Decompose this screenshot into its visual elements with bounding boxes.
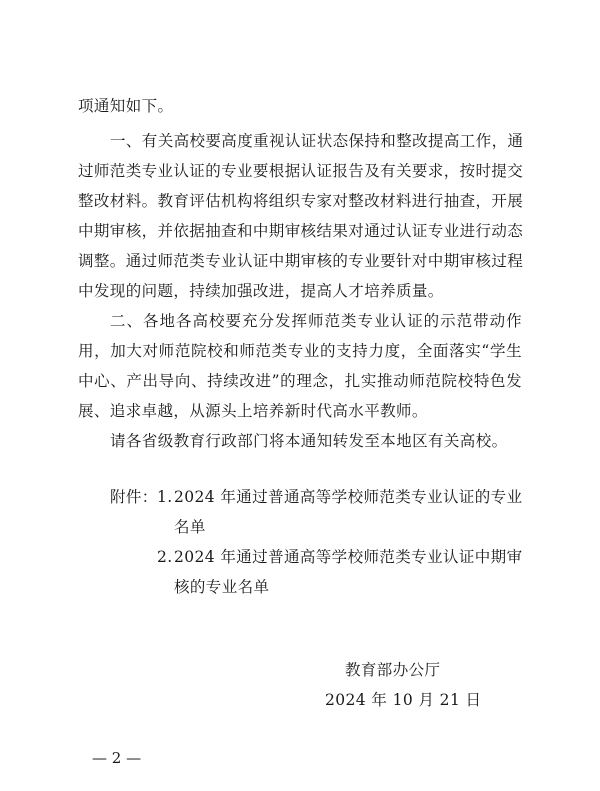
attachment-2-line-1: 2024 年通过普通高等学校师范类专业认证中期审 xyxy=(174,548,523,566)
paragraph-1-line-5: 调整。通过师范类专业认证中期审核的专业要针对中期审核过程 xyxy=(78,252,524,270)
attachment-2-number: 2. xyxy=(157,548,173,566)
paragraph-2-line-1: 二、各地各高校要充分发挥师范类专业认证的示范带动作 xyxy=(110,312,522,330)
paragraph-1-line-3: 整改材料。教育评估机构将组织专家对整改材料进行抽查，开展 xyxy=(78,192,524,210)
paragraph-1-line-1: 一、有关高校要高度重视认证状态保持和整改提高工作，通 xyxy=(110,132,524,150)
intro-line: 项通知如下。 xyxy=(78,97,174,115)
signature-org: 教育部办公厅 xyxy=(345,661,441,679)
page-number: — 2 — xyxy=(92,749,142,767)
paragraph-3: 请各省级教育行政部门将本通知转发至本地区有关高校。 xyxy=(110,432,508,450)
attachment-1-number: 1. xyxy=(157,488,173,506)
paragraph-1-line-6: 中发现的问题，持续加强改进，提高人才培养质量。 xyxy=(78,282,444,300)
attachment-1-line-1: 2024 年通过普通高等学校师范类专业认证的专业 xyxy=(174,488,523,506)
attachments-label: 附件： xyxy=(110,488,158,506)
paragraph-1-line-2: 过师范类专业认证的专业要根据认证报告及有关要求，按时提交 xyxy=(78,162,524,180)
attachment-2-line-2: 核的专业名单 xyxy=(174,578,270,596)
paragraph-2-line-4: 展、追求卓越，从源头上培养新时代高水平教师。 xyxy=(78,402,428,420)
signature-date: 2024 年 10 月 21 日 xyxy=(325,691,482,709)
paragraph-2-line-3: 中心、产出导向、持续改进”的理念，扎实推动师范院校特色发 xyxy=(78,372,522,390)
paragraph-2-line-2: 用，加大对师范院校和师范类专业的支持力度，全面落实“学生 xyxy=(78,342,522,360)
paragraph-1-line-4: 中期审核，并依据抽查和中期审核结果对通过认证专业进行动态 xyxy=(78,222,524,240)
attachment-1-line-2: 名单 xyxy=(174,518,206,536)
